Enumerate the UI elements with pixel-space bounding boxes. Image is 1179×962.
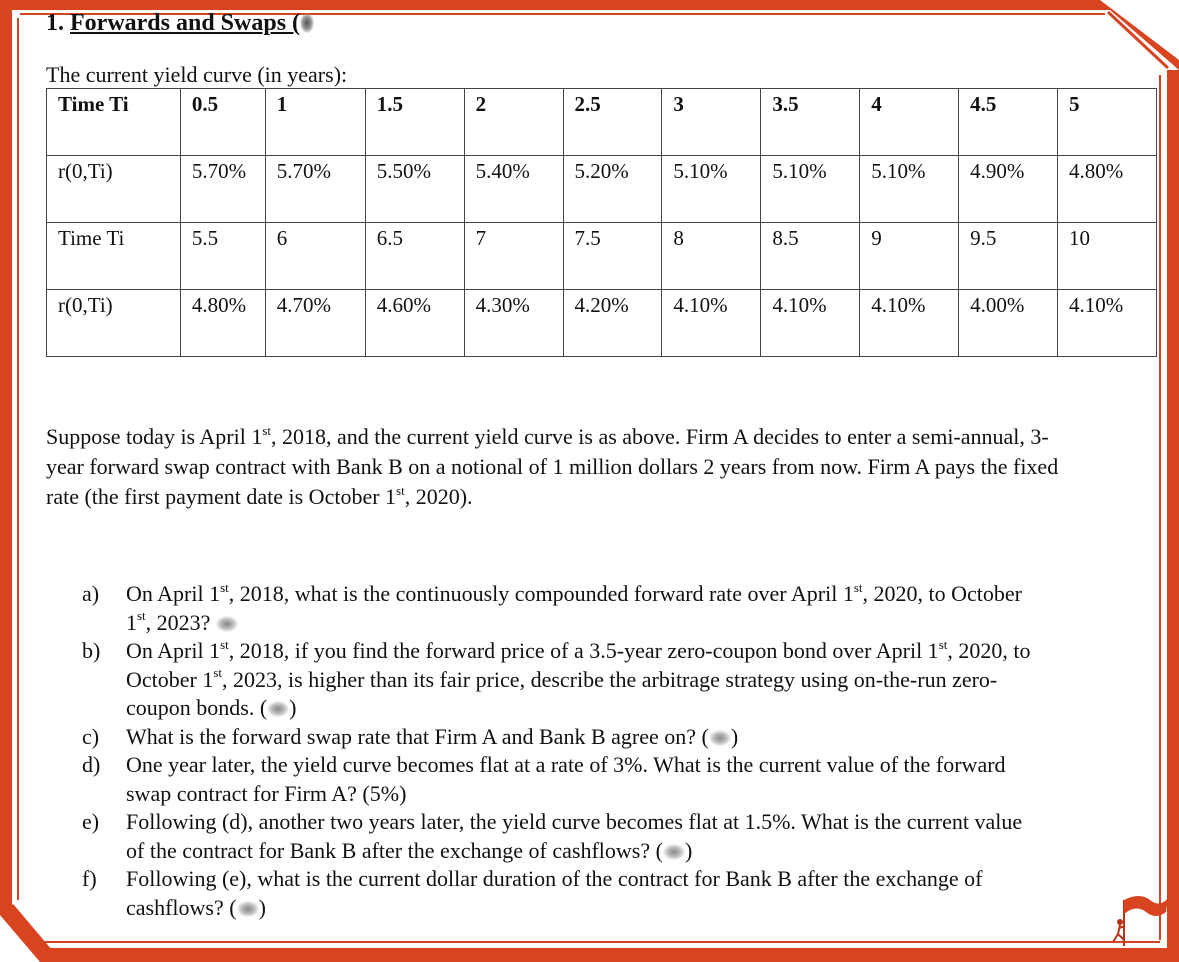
question-text: Following (e), what is the current dollar duration of the contract for Bank B after the exchange of cashflows? ( ) xyxy=(126,866,983,920)
table-cell: 4.60% xyxy=(365,290,464,357)
para-text-2: , 2018, and the current yield curve is as above. Firm A decides to enter a semi-annual, 3-year forward swap contract with Bank B on a notional of 1 million dollars 2 years from now. Firm A pays the fixed rate (the first payment date is October 1 xyxy=(46,424,1059,509)
table-cell: 5.5 xyxy=(180,223,265,290)
table-cell: 4.80% xyxy=(1058,156,1157,223)
yield-curve-intro: The current yield curve (in years): xyxy=(46,62,348,87)
redacted-mark xyxy=(300,13,314,33)
table-row xyxy=(47,156,1157,223)
table-cell: 4.70% xyxy=(265,290,365,357)
table-cell: 1 xyxy=(265,89,365,156)
row-label: Time Ti xyxy=(47,223,181,290)
table-cell: 5.10% xyxy=(860,156,959,223)
table-cell: 1.5 xyxy=(365,89,464,156)
table-cell: 9 xyxy=(860,223,959,290)
para-text-3: , 2020). xyxy=(404,484,473,509)
running-figure-with-flag-icon xyxy=(1110,888,1170,950)
table-cell: 4.10% xyxy=(761,290,860,357)
problem-paragraph xyxy=(46,422,1066,512)
table-cell: 6 xyxy=(265,223,365,290)
question-d xyxy=(82,751,1042,808)
question-e xyxy=(82,808,1042,865)
table-row xyxy=(47,89,1157,156)
table-cell: 4.10% xyxy=(1058,290,1157,357)
yield-curve-table xyxy=(46,88,1157,357)
row-label: r(0,Ti) xyxy=(47,290,181,357)
table-cell: 7 xyxy=(464,223,563,290)
table-cell: 4.90% xyxy=(959,156,1058,223)
question-label: f) xyxy=(82,866,97,891)
redacted-mark xyxy=(663,844,685,860)
section-number: 1. xyxy=(46,10,64,36)
table-cell: 10 xyxy=(1058,223,1157,290)
question-text: Following (d), another two years later, the yield curve becomes flat at 1.5%. What is the current value of the contract for Bank B after the exchange of cashflows? ( ) xyxy=(126,809,1023,863)
table-row xyxy=(47,223,1157,290)
para-sup-2: st xyxy=(396,482,405,498)
section-heading xyxy=(46,10,314,37)
para-text-1: Suppose today is April 1 xyxy=(46,424,263,449)
question-text: One year later, the yield curve becomes flat at a rate of 3%. What is the current value of the forward swap contract for Firm A? (5%) xyxy=(126,752,1006,806)
table-cell: 5.10% xyxy=(761,156,860,223)
table-cell: 8.5 xyxy=(761,223,860,290)
table-cell: 5.70% xyxy=(265,156,365,223)
table-cell: 9.5 xyxy=(959,223,1058,290)
section-title: Forwards and Swaps ( xyxy=(70,10,301,36)
table-cell: 0.5 xyxy=(180,89,265,156)
table-cell: 4.30% xyxy=(464,290,563,357)
question-a xyxy=(82,580,1042,637)
table-cell: 2 xyxy=(464,89,563,156)
table-cell: 4.10% xyxy=(860,290,959,357)
question-text: What is the forward swap rate that Firm A and Bank B agree on? ( ) xyxy=(126,723,739,749)
question-b xyxy=(82,637,1042,723)
table-cell: 4.5 xyxy=(959,89,1058,156)
question-label: a) xyxy=(82,581,100,606)
row-label: Time Ti xyxy=(47,89,181,156)
table-cell: 5.10% xyxy=(662,156,761,223)
para-sup-1: st xyxy=(262,422,272,438)
table-cell: 7.5 xyxy=(563,223,662,290)
row-label: r(0,Ti) xyxy=(47,156,181,223)
table-cell: 3.5 xyxy=(761,89,860,156)
table-cell: 4 xyxy=(860,89,959,156)
table-cell: 8 xyxy=(662,223,761,290)
question-label: d) xyxy=(82,752,101,777)
question-list xyxy=(82,580,1042,922)
redacted-mark xyxy=(237,901,259,917)
table-cell: 2.5 xyxy=(563,89,662,156)
table-cell: 5.40% xyxy=(464,156,563,223)
question-text: On April 1st, 2018, what is the continuously compounded forward rate over April 1st, 2020, to October 1st, 2023? xyxy=(126,579,1022,635)
redacted-mark xyxy=(216,616,238,632)
redacted-mark xyxy=(709,730,731,746)
table-cell: 4.00% xyxy=(959,290,1058,357)
table-cell: 6.5 xyxy=(365,223,464,290)
table-cell: 5.70% xyxy=(180,156,265,223)
table-cell: 5.50% xyxy=(365,156,464,223)
question-label: c) xyxy=(82,723,100,749)
question-label: b) xyxy=(82,638,101,663)
question-text: On April 1st, 2018, if you find the forward price of a 3.5-year zero-coupon bond over April 1st, 2020, to October 1st, 2023, is higher than its fair price, describe the arbitrage strategy using on-the-run zero-coupon bonds. ( ) xyxy=(126,636,1031,720)
table-cell: 4.10% xyxy=(662,290,761,357)
question-c xyxy=(82,723,1042,752)
table-row xyxy=(47,290,1157,357)
table-cell: 3 xyxy=(662,89,761,156)
table-cell: 5.20% xyxy=(563,156,662,223)
table-cell: 4.80% xyxy=(180,290,265,357)
question-label: e) xyxy=(82,809,100,834)
question-f xyxy=(82,865,1042,922)
redacted-mark xyxy=(267,701,289,717)
table-cell: 4.20% xyxy=(563,290,662,357)
table-cell: 5 xyxy=(1058,89,1157,156)
